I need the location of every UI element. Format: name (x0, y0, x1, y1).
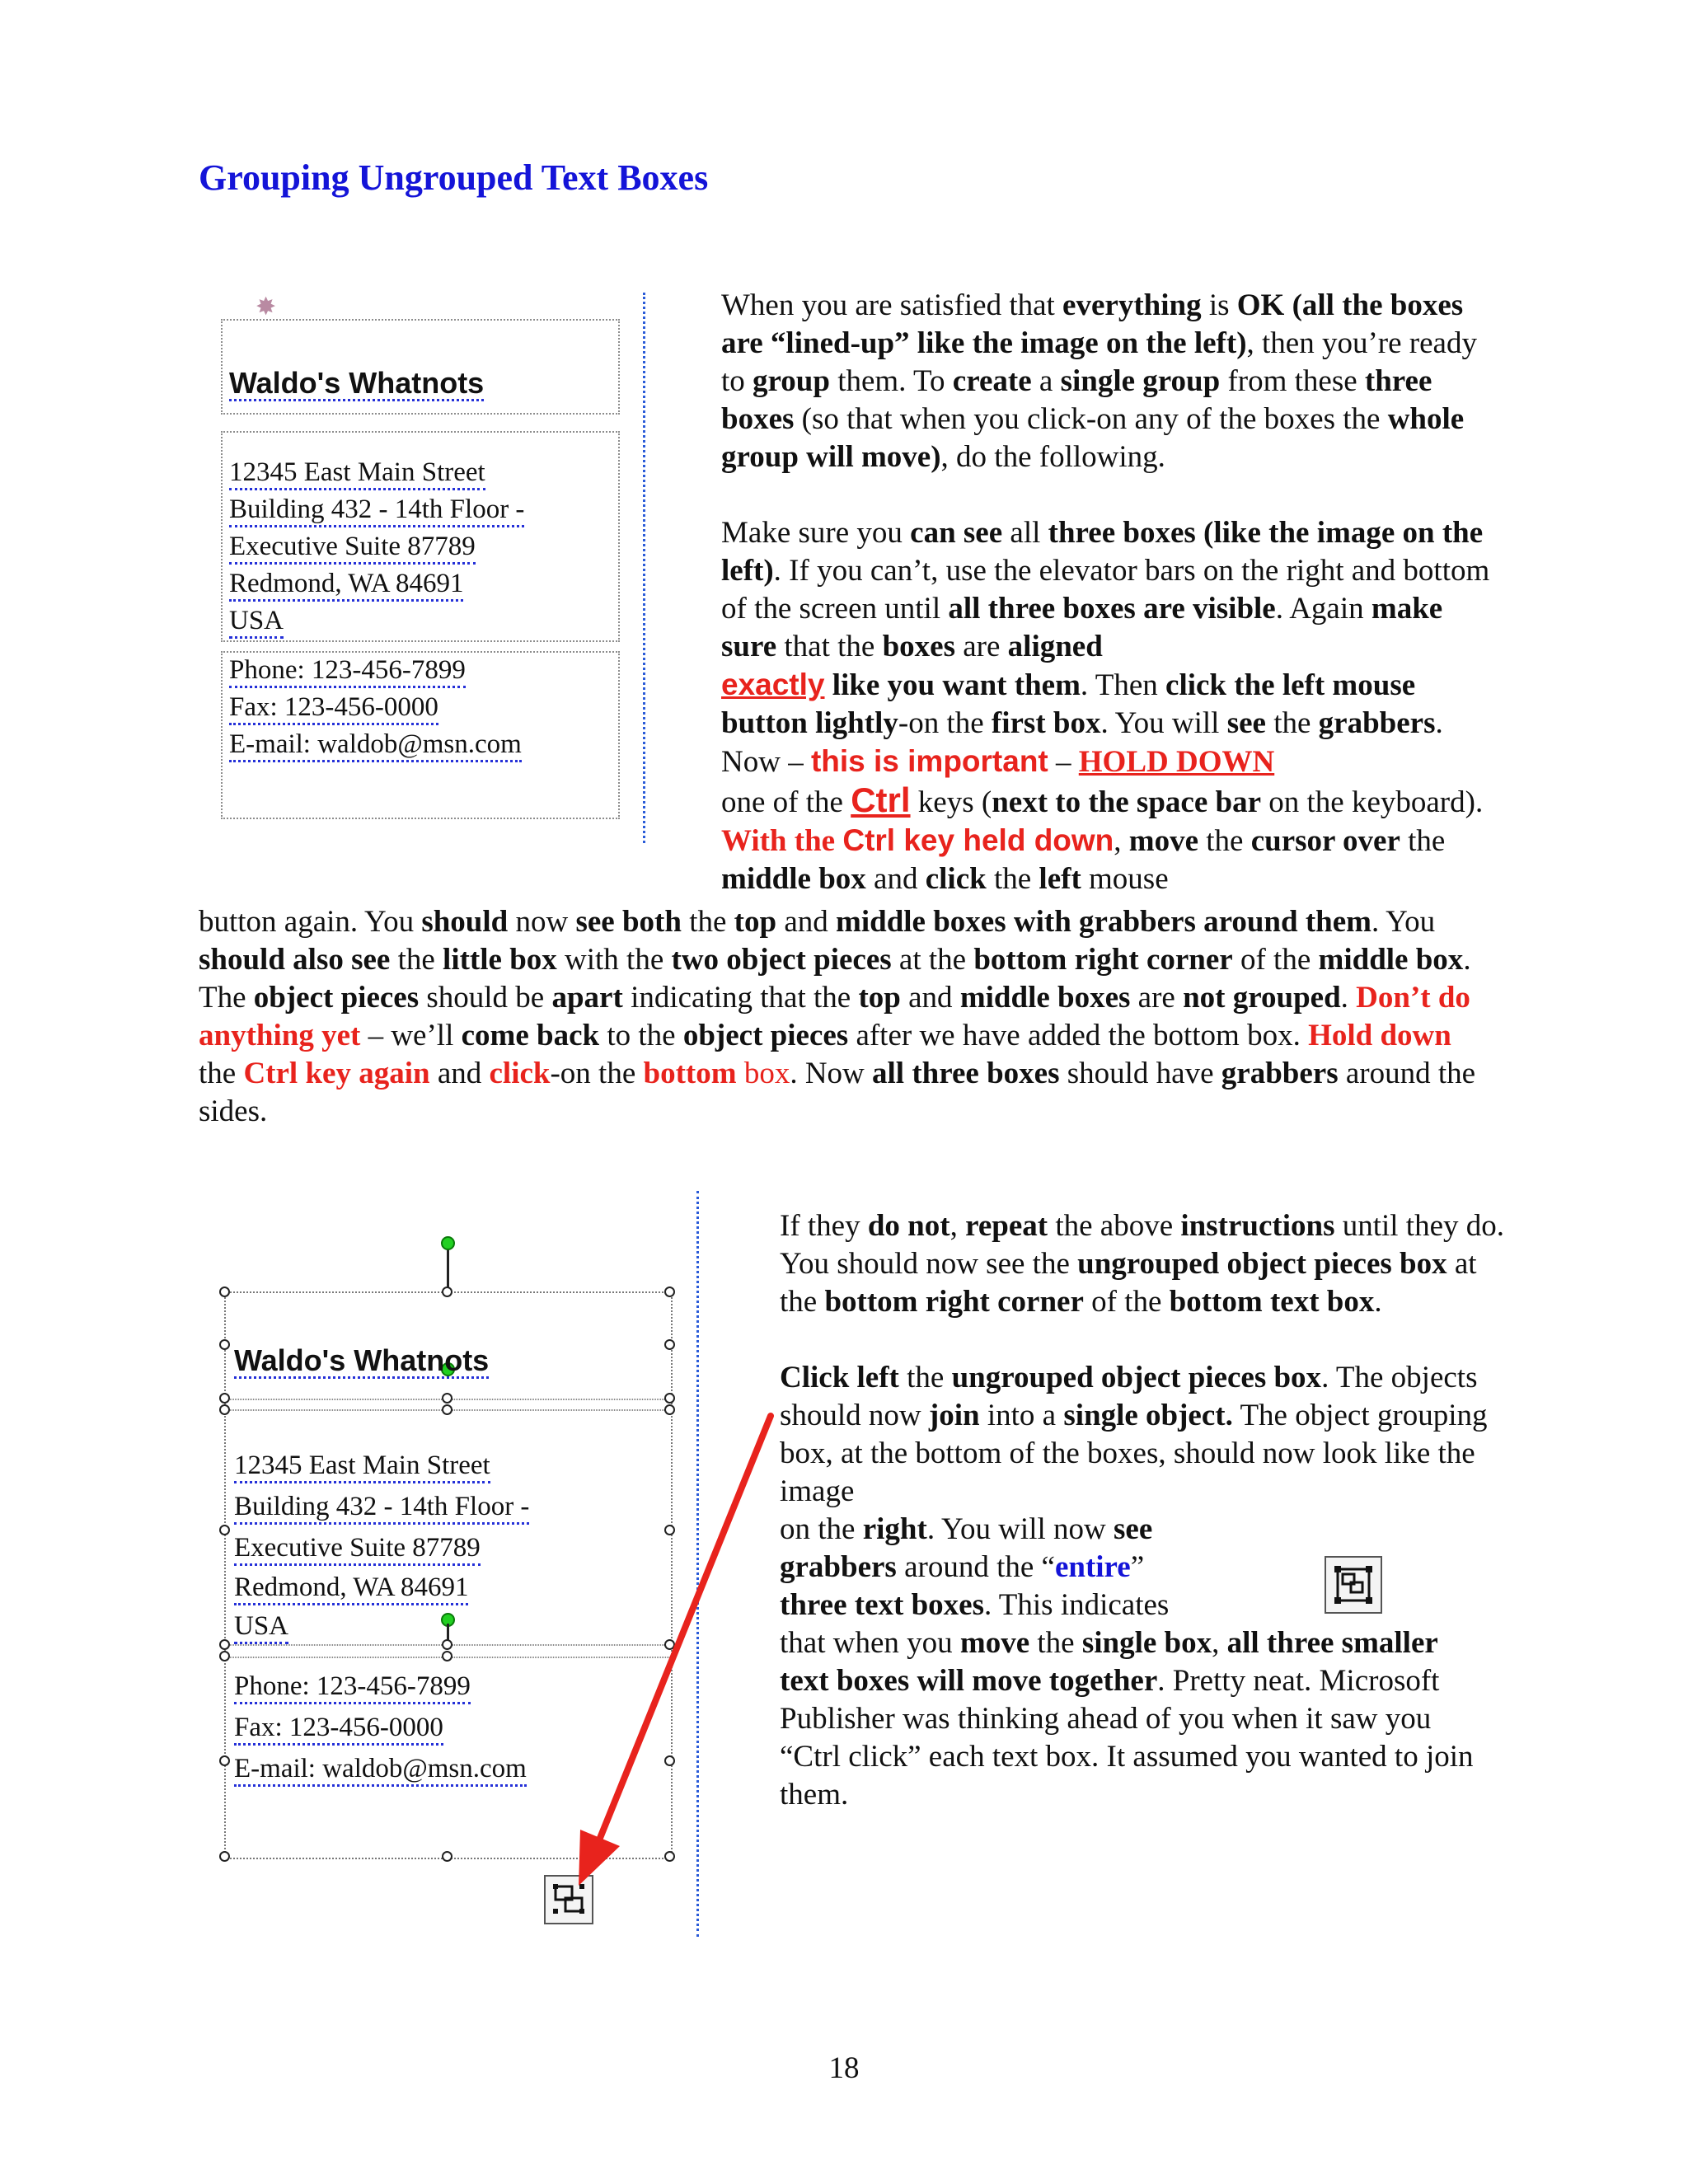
paragraph-join: Click left the ungrouped object pieces box. The objects should now join into a single object. The object grouping box, at the bottom of the boxes, should now look like the image on the right. You will now see grabbers around the “entire” three text boxes. This indicates that when you move the single box, all three smaller text boxes will move together. Pretty neat. Microsoft Publisher was thinking ahead of you when it saw you “Ctrl click” each text box. It assumed you wanted to join them. (780, 1361, 1488, 1811)
grabber-handle-icon[interactable] (442, 1651, 452, 1661)
grabber-handle-icon[interactable] (442, 1851, 452, 1862)
grabber-handle-icon[interactable] (219, 1755, 230, 1766)
card-address-line: USA (229, 606, 284, 639)
grabber-handle-icon[interactable] (219, 1639, 230, 1650)
paragraph-select-boxes: Make sure you can see all three boxes (like the image on the left). If you can’t, use the elevator bars on the right and bottom of the screen until all three boxes are visible. Again make sure that the boxes are aligned exactly like you want them. Then click the left mouse button lightly-on the first box. You will see the grabbers. Now – this is important – HOLD DOWN one of the Ctrl keys (next to the space bar on the keyboard). With the Ctrl key held down, move the cursor over the middle box and click the left mouse (721, 516, 1490, 896)
card-contact-line: Fax: 123-456-0000 (229, 692, 438, 725)
group-icon (1326, 1558, 1381, 1612)
grabber-handle-icon[interactable] (442, 1639, 452, 1650)
grouped-object-icon (1325, 1556, 1382, 1614)
column-guide-line (643, 293, 645, 843)
grabber-handle-icon[interactable] (664, 1286, 675, 1297)
card-address-line: USA (234, 1611, 288, 1644)
red-arrow-icon (569, 1409, 783, 1887)
card-contact-line: E-mail: waldob@msn.com (229, 729, 522, 762)
page-heading: Grouping Ungrouped Text Boxes (199, 157, 709, 198)
rotation-stem (447, 1247, 449, 1288)
card-address-line: Executive Suite 87789 (234, 1533, 481, 1566)
grabber-handle-icon[interactable] (219, 1286, 230, 1297)
card-contact-line: Fax: 123-456-0000 (234, 1713, 443, 1746)
grabber-handle-icon[interactable] (664, 1393, 675, 1404)
rotation-marker-icon: ✸ (256, 293, 277, 321)
grabber-handle-icon[interactable] (219, 1651, 230, 1661)
card-contact-line: Phone: 123-456-7899 (229, 655, 466, 688)
grabber-handle-icon[interactable] (219, 1339, 230, 1350)
grabber-handle-icon[interactable] (442, 1286, 452, 1297)
card-address-line: 12345 East Main Street (234, 1451, 490, 1483)
card-contact-line: E-mail: waldob@msn.com (234, 1754, 527, 1787)
grabber-handle-icon[interactable] (664, 1339, 675, 1350)
card-company-name: Waldo's Whatnots (234, 1343, 490, 1377)
grabber-handle-icon[interactable] (219, 1851, 230, 1862)
rotation-handle-icon[interactable] (441, 1236, 455, 1250)
figure-ungrouped-boxes (214, 293, 651, 845)
paragraph-group-intro: When you are satisfied that everything is OK (all the boxes are “lined-up” like the image on the left), then you’re ready to group them. To create a single group from these three boxes (so that when you click-on any of the boxes the whole group will move), do the following. (721, 288, 1477, 474)
instructions-column-bottom (780, 1207, 1505, 1814)
card-address-line: Building 432 - 14th Floor - (229, 494, 524, 527)
grabber-handle-icon[interactable] (442, 1404, 452, 1415)
card-contact-line: Phone: 123-456-7899 (234, 1671, 471, 1704)
grabber-handle-icon[interactable] (219, 1404, 230, 1415)
paragraph-ctrl-click: button again. You should now see both the top and middle boxes with grabbers around them. You should also see the little box with the two object pieces at the bottom right corner of the middle box. The object pieces should be apart indicating that the top and middle boxes are not grouped. Don’t do anything yet – we’ll come back to the object pieces after we have added the bottom box. Hold down the Ctrl key again and click-on the bottom box. Now all three boxes should have grabbers around the sides. (199, 905, 1476, 1128)
card-company-name: Waldo's Whatnots (229, 366, 485, 400)
grabber-handle-icon[interactable] (219, 1393, 230, 1404)
grabber-handle-icon[interactable] (219, 1525, 230, 1535)
paragraph-repeat: If they do not, repeat the above instructions until they do. You should now see the ungrouped object pieces box at the bottom right corner of the bottom text box. (780, 1209, 1505, 1319)
card-address-line: 12345 East Main Street (229, 457, 485, 490)
card-address-line: Executive Suite 87789 (229, 532, 476, 565)
instructions-column-top (721, 287, 1496, 898)
grabber-handle-icon[interactable] (442, 1393, 452, 1404)
card-address-line: Redmond, WA 84691 (234, 1572, 468, 1605)
instructions-full-width (199, 903, 1493, 1131)
card-address-line: Redmond, WA 84691 (229, 569, 463, 602)
card-address-line: Building 432 - 14th Floor - (234, 1492, 529, 1525)
page-number: 18 (828, 2051, 860, 2085)
